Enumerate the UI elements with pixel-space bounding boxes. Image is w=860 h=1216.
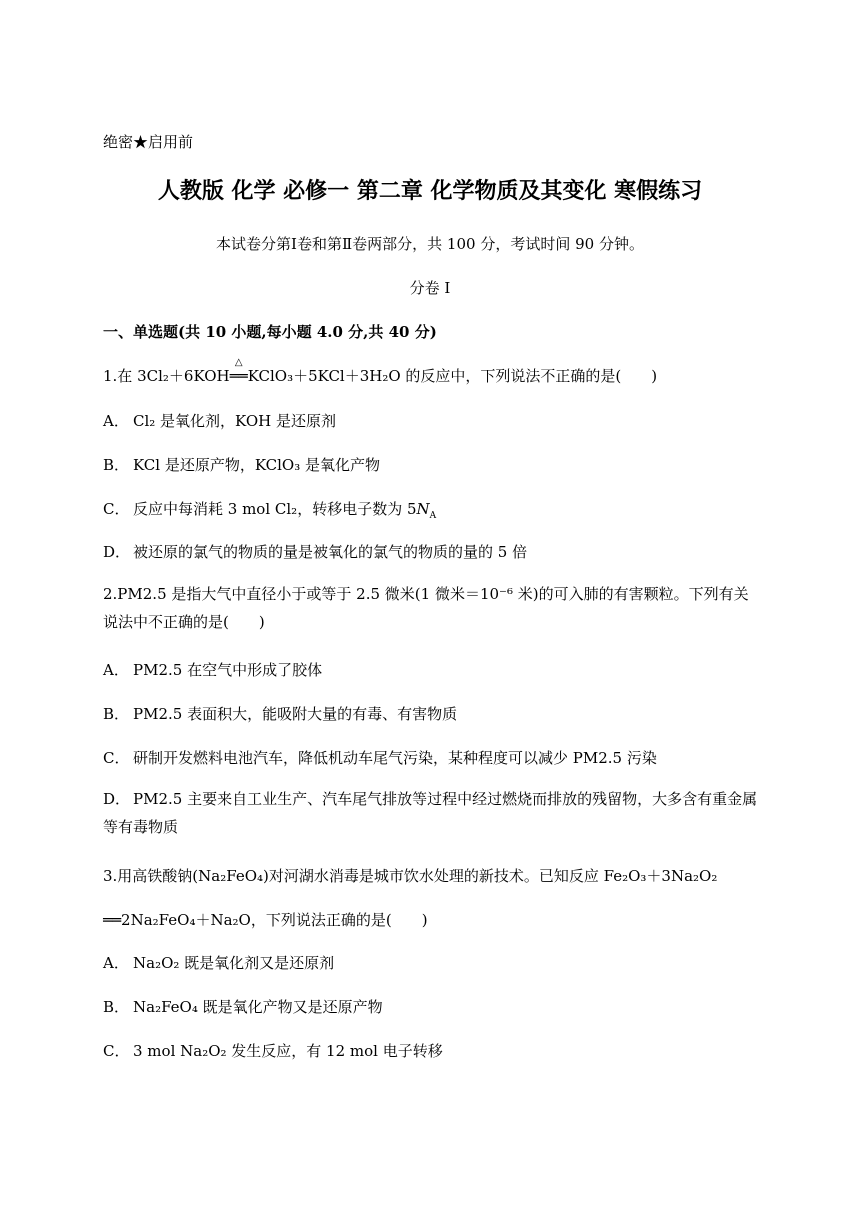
q3-option-b[interactable] (103, 996, 383, 1017)
q2-option-b[interactable] (103, 703, 457, 724)
question-3-stem-line-1: 3.用高铁酸钠(Na₂FeO₄)对河湖水消毒是城市饮水处理的新技术。已知反应 Fe₂O₃＋3Na₂O₂ (103, 867, 718, 885)
option-text: 研制开发燃料电池汽车，降低机动车尾气污染，某种程度可以减少 PM2.5 污染 (133, 749, 657, 767)
q1-stem-part-b: KClO₃＋5KCl＋3H₂O 的反应中，下列说法不正确的是( ) (247, 367, 658, 385)
option-text: 3 mol Na₂O₂ 发生反应，有 12 mol 电子转移 (133, 1042, 443, 1060)
q2-option-c[interactable] (103, 747, 657, 768)
question-3-stem-line-2: ══2Na₂FeO₄＋Na₂O，下列说法正确的是( ) (103, 911, 428, 929)
option-text: Na₂O₂ 既是氧化剂又是还原剂 (133, 954, 335, 972)
part-label: 分卷 I (409, 279, 451, 297)
option-label: B． (103, 456, 130, 474)
option-text: PM2.5 主要来自工业生产、汽车尾气排放等过程中经过燃烧而排放的残留物，大多含有重金属等有毒物质 (103, 790, 758, 836)
avogadro-symbol: N (416, 500, 430, 518)
option-text: PM2.5 在空气中形成了胶体 (133, 661, 323, 679)
option-label: C． (103, 749, 130, 767)
q1-stem-part-a: 1.在 3Cl₂＋6KOH (103, 367, 230, 385)
option-text: Cl₂ 是氧化剂，KOH 是还原剂 (133, 412, 337, 430)
section-heading: 一、单选题(共 10 小题,每小题 4.0 分,共 40 分) (103, 323, 437, 341)
option-label: C． (103, 500, 130, 518)
heat-equals-sign: △ ══ (229, 357, 248, 385)
q2-option-a[interactable] (103, 659, 322, 680)
page-title: 人教版 化学 必修一 第二章 化学物质及其变化 寒假练习 (157, 179, 703, 204)
option-label: B． (103, 998, 130, 1016)
confidential-mark: 绝密★启用前 (103, 133, 194, 151)
option-label: C． (103, 1042, 130, 1060)
question-2-stem: 2.PM2.5 是指大气中直径小于或等于 2.5 微米(1 微米＝10⁻⁶ 米)的可入肺的有害颗粒。下列有关说法中不正确的是( ) (103, 585, 749, 631)
option-label: D． (103, 543, 131, 561)
option-text: Na₂FeO₄ 既是氧化产物又是还原产物 (133, 998, 383, 1016)
q1-option-c[interactable] (103, 498, 436, 521)
delta-symbol: △ (234, 357, 243, 368)
avogadro-subscript: A (429, 511, 437, 521)
q1-option-a[interactable] (103, 410, 336, 431)
q3-option-a[interactable] (103, 952, 334, 973)
option-label: A． (103, 412, 129, 430)
option-text: 反应中每消耗 3 mol Cl₂，转移电子数为 5 (133, 500, 417, 518)
q1-option-b[interactable] (103, 454, 380, 475)
exam-intro: 本试卷分第Ⅰ卷和第Ⅱ卷两部分，共 100 分，考试时间 90 分钟。 (216, 235, 644, 253)
q2-option-d[interactable] (103, 785, 758, 841)
option-label: B． (103, 705, 130, 723)
q1-option-d[interactable] (103, 541, 527, 562)
option-label: D． (103, 790, 131, 808)
option-text: 被还原的氯气的物质的量是被氧化的氯气的物质的量的 5 倍 (133, 543, 528, 561)
option-label: A． (103, 661, 129, 679)
question-1-stem (103, 357, 658, 386)
option-text: KCl 是还原产物，KClO₃ 是氧化产物 (133, 456, 381, 474)
option-text: PM2.5 表面积大，能吸附大量的有毒、有害物质 (133, 705, 458, 723)
option-label: A． (103, 954, 129, 972)
q3-option-c[interactable] (103, 1040, 443, 1061)
